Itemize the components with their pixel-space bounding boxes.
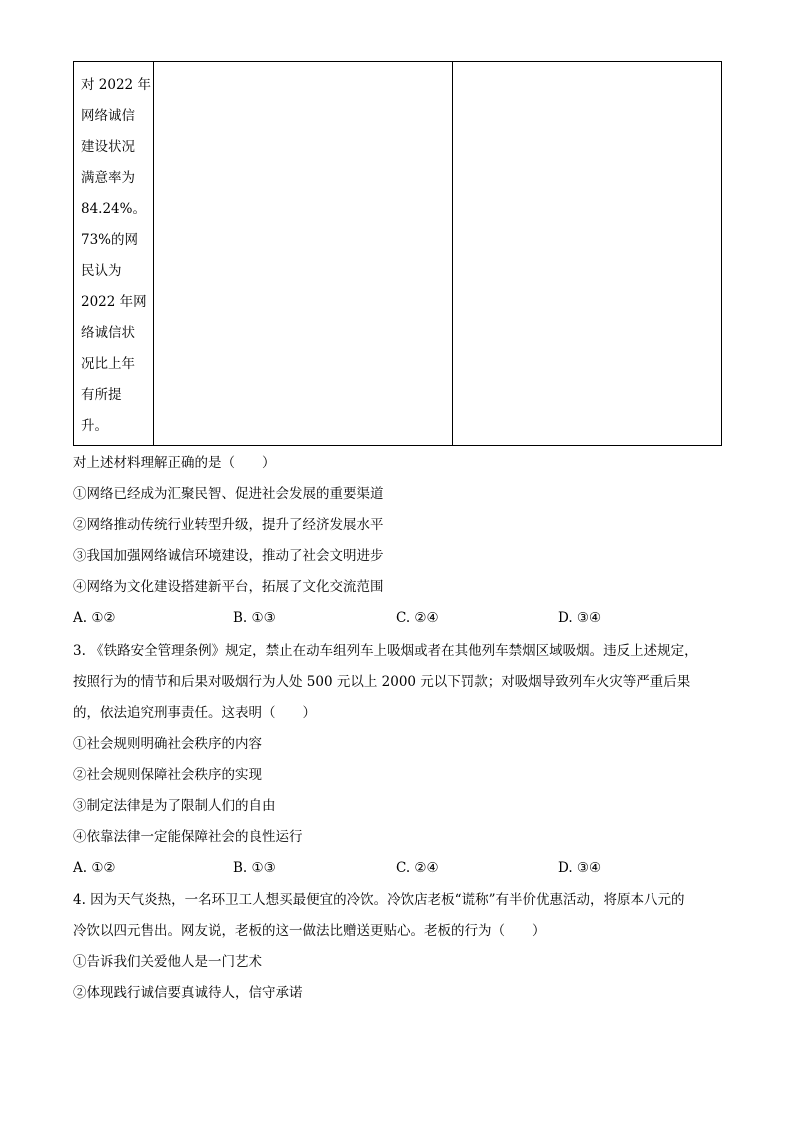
cell-line: 况比上年: [81, 356, 135, 372]
q3-statement: ①社会规则明确社会秩序的内容: [73, 736, 262, 752]
q3-stem-line: 按照行为的情节和后果对吸烟行为人处 500 元以上 2000 元以下罚款；对吸烟导致列车火灾等严重后果: [73, 674, 691, 690]
table-cell-empty: [453, 62, 722, 446]
cell-line: 有所提: [81, 387, 122, 403]
q4-statement: ①告诉我们关爱他人是一门艺术: [73, 954, 262, 970]
material-table: [73, 61, 722, 446]
q3-statement: ④依靠法律一定能保障社会的良性运行: [73, 829, 303, 845]
survey-text: [74, 62, 153, 442]
q2-option-b: B. ①③: [233, 610, 276, 626]
cell-line: 建设状况: [81, 139, 135, 155]
q4-stem-line: 冷饮以四元售出。网友说，老板的这一做法比赠送更贴心。老板的行为（ ）: [73, 923, 546, 939]
cell-line: 2022 年网: [81, 294, 147, 310]
q4-stem-line: 4. 因为天气炎热，一名环卫工人想买最便宜的冷饮。冷饮店老板“谎称”有半价优惠活动，将原本八元的: [73, 892, 685, 908]
q2-statement: ①网络已经成为汇聚民智、促进社会发展的重要渠道: [73, 486, 384, 502]
q2-option-a: A. ①②: [73, 610, 116, 626]
q2-statement: ③我国加强网络诚信环境建设，推动了社会文明进步: [73, 548, 384, 564]
cell-line: 网络诚信: [81, 108, 135, 124]
cell-line: 84.24%。: [81, 201, 146, 217]
q2-option-c: C. ②④: [396, 610, 439, 626]
q3-stem-line: 的，依法追究刑事责任。这表明（ ）: [73, 705, 316, 721]
cell-line: 络诚信状: [81, 325, 135, 341]
q2-option-d: D. ③④: [558, 610, 602, 626]
q3-option-d: D. ③④: [558, 860, 602, 876]
q4-statement: ②体现践行诚信要真诚待人，信守承诺: [73, 985, 303, 1001]
q3-option-b: B. ①③: [233, 860, 276, 876]
q3-statement: ②社会规则保障社会秩序的实现: [73, 767, 262, 783]
q3-option-c: C. ②④: [396, 860, 439, 876]
cell-line: 对 2022 年: [81, 77, 151, 93]
q2-stem: 对上述材料理解正确的是（ ）: [73, 455, 276, 471]
cell-line: 73%的网: [81, 232, 139, 248]
cell-line: 民认为: [81, 263, 122, 279]
table-cell-survey-data: [74, 62, 154, 446]
q3-option-a: A. ①②: [73, 860, 116, 876]
q3-stem-line: 3. 《铁路安全管理条例》规定，禁止在动车组列车上吸烟或者在其他列车禁烟区域吸烟。违反上述规定，: [73, 643, 698, 659]
q2-statement: ②网络推动传统行业转型升级，提升了经济发展水平: [73, 517, 384, 533]
q3-statement: ③制定法律是为了限制人们的自由: [73, 798, 276, 814]
cell-line: 升。: [81, 418, 108, 434]
cell-line: 满意率为: [81, 170, 135, 186]
table-row: [74, 62, 722, 446]
q2-statement: ④网络为文化建设搭建新平台，拓展了文化交流范围: [73, 579, 384, 595]
table-cell-empty: [154, 62, 453, 446]
